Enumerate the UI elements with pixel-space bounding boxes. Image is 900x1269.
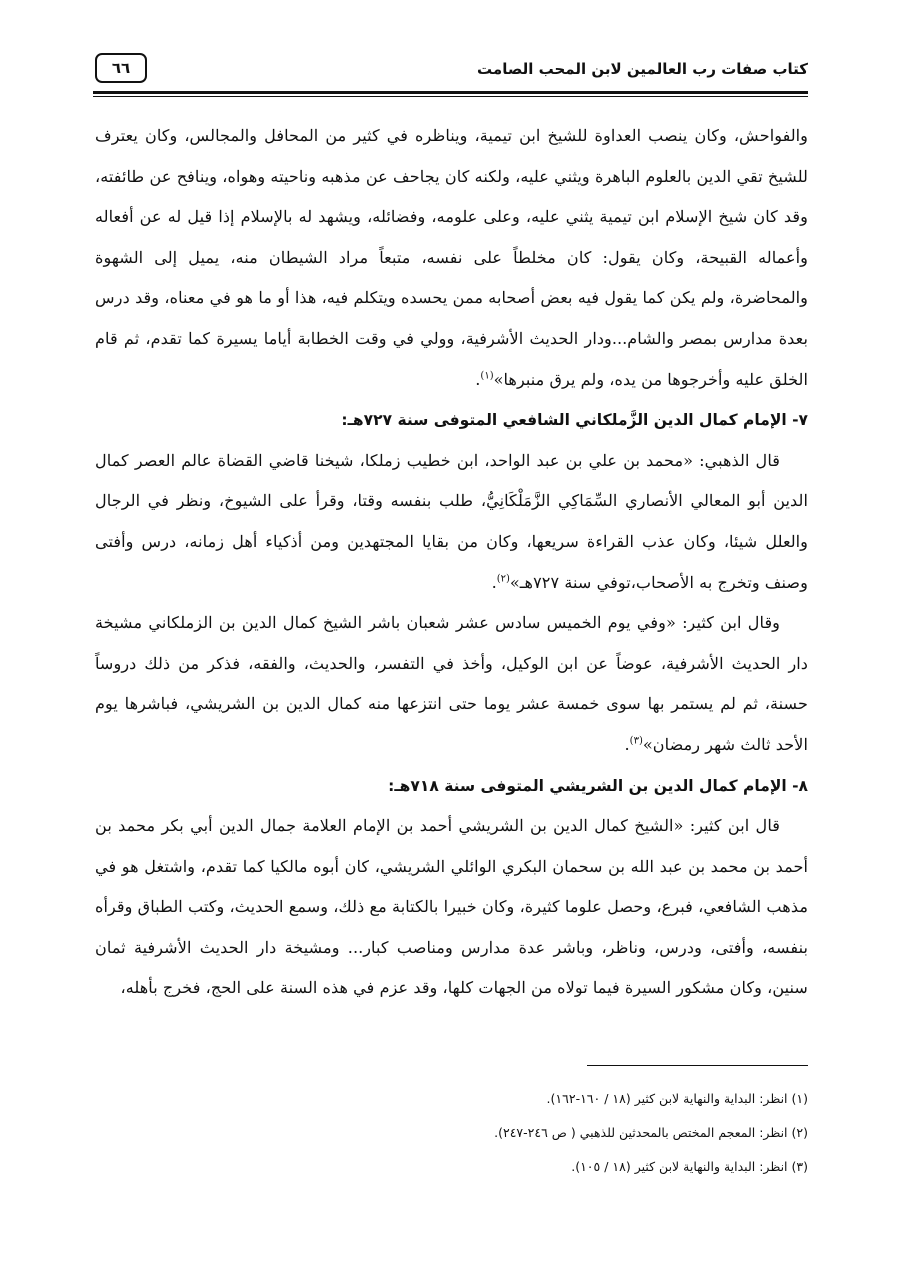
footnote-divider — [587, 1065, 808, 1066]
main-text — [95, 116, 808, 1009]
header-divider — [93, 91, 808, 97]
page-number: ٦٦ — [95, 53, 147, 83]
running-header-title: كتاب صفات رب العالمين لابن المحب الصامت — [477, 60, 808, 78]
section-heading: ٨- الإمام كمال الدين بن الشريشي المتوفى سنة ٧١٨هـ: — [388, 776, 808, 795]
footnotes — [95, 1082, 808, 1184]
paragraph-text: قال الذهبي: «محمد بن علي بن عبد الواحد، ابن خطيب زملكا، شيخنا قاضي القضاة عالم العصر كمال الدين أبو المعالي الأنصاري السِّمَاكِي الزَّمَلْكَانِيُّ، طلب بنفسه وقتا، وقرأ على الشيوخ، ونظر في الرجال والعلل شيئا، وكان عذب القراءة سريعها، وكان من بقايا المجتهدين ومن أذكياء أهل زمانه، درس وأفتى وصنف وتخرج به الأصحاب،توفي سنة ٧٢٧هـ» — [95, 450, 808, 592]
paragraph: وقال ابن كثير: «وفي يوم الخميس سادس عشر شعبان باشر الشيخ كمال الدين بن الزملكاني مشيخة دار الحديث الأشرفية، عوضاً عن ابن الوكيل، وأخذ في التفسر، والحديث، والفقه، فذكر من ذلك دروساً حسنة، ثم لم يستمر بها سوى خمسة عشر يوما حتى انتزعها منه كمال الدين بن الشريشي، فباشرها يوم الأحد ثالث شهر رمضان»$^{(٣)}$. — [95, 613, 808, 754]
paragraph-continued: والفواحش، وكان ينصب العداوة للشيخ ابن تيمية، ويناظره في كثير من المحافل والمجالس، وكان يعترف للشيخ تقي الدين بالعلوم الباهرة ويثني عليه، ولكنه كان يجاحف عن مذهبه وناحيته وهواه، وينافح عن طائفته، وقد كان شيخ الإسلام ابن تيمية يثني عليه، وعلى علومه، وفضائله، ويشهد له بالإسلام إذا قيل له عن أفعاله وأعماله القبيحة، وكان يقول: كان مخلطاً على نفسه، متبعاً مراد الشيطان منه، يميل إلى الشهوة والمحاضرة، ولم يكن كما يقول فيه بعض أصحابه ممن يحسده ويتكلم فيه، هذا أو ما هو في معناه، وقد درس بعدة مدارس بمصر والشام...ودار الحديث الأشرفية، وولي في وقت الخطابة أياما يسيرة كما تقدم، ثم قام الخلق عليه وأخرجوها من يده، ولم يرق منبرها»$^{(١)}$. — [95, 126, 808, 389]
section-heading: ٧- الإمام كمال الدين الزَّملكاني الشافعي المتوفى سنة ٧٢٧هـ: — [341, 411, 808, 430]
paragraph — [95, 806, 808, 1009]
paragraph-text: والفواحش، وكان ينصب العداوة للشيخ ابن تيمية، ويناظره في كثير من المحافل والمجالس، وكان يعترف للشيخ تقي الدين بالعلوم الباهرة ويثني عليه، ولكنه كان يجاحف عن مذهبه وناحيته وهواه، وينافح عن طائفته، وقد كان شيخ الإسلام ابن تيمية يثني عليه، وعلى علومه، وفضائله، ويشهد له بالإسلام إذا قيل له عن أفعاله وأعماله القبيحة، وكان يقول: كان مخلطاً على نفسه، متبعاً مراد الشيطان منه، يميل إلى الشهوة والمحاضرة، ولم يكن كما يقول فيه بعض أصحابه ممن يحسده ويتكلم فيه، هذا أو ما هو في معناه، وقد درس بعدة مدارس بمصر والشام...ودار الحديث الأشرفية، وولي في وقت الخطابة أياما يسيرة كما تقدم، ثم قام الخلق عليه وأخرجوها من يده، ولم يرق منبرها» — [95, 126, 808, 389]
footnote: (١) انظر: البداية والنهاية لابن كثير (١٨ / ١٦٠-١٦٢). — [546, 1091, 808, 1106]
footnote: (٢) انظر: المعجم المختص بالمحدثين للذهبي ( ص ٢٤٦-٢٤٧). — [494, 1125, 808, 1140]
paragraph-text: قال ابن كثير: «الشيخ كمال الدين بن الشريشي أحمد بن الإمام العلامة جمال الدين أبي بكر محمد بن أحمد بن محمد بن عبد الله بن سحمان البكري الوائلي الشريشي، كان أبوه مالكيا كما تقدم، واشتغل هو في مذهب الشافعي، فبرع، وحصل علوما كثيرة، وكان خبيرا بالكتابة مع ذلك، وسمع الحديث، وكتب الطباق وقرأه بنفسه، وأفتى، ودرس، وناظر، وباشر عدة مدارس ومناصب كبار... ومشيخة دار الحديث الأشرفية ثمان سنين، وكان مشكور السيرة فيما تولاه من الجهات كلها، وقد عزم في هذه السنة على الحج، فخرج بأهله، — [95, 816, 808, 998]
footnote-ref: (١) — [480, 370, 494, 382]
footnote-ref: (٢) — [496, 573, 510, 585]
paragraph-text: وقال ابن كثير: «وفي يوم الخميس سادس عشر شعبان باشر الشيخ كمال الدين بن الزملكاني مشيخة دار الحديث الأشرفية، عوضاً عن ابن الوكيل، وأخذ في التفسر، والحديث، والفقه، فذكر من ذلك دروساً حسنة، ثم لم يستمر بها سوى خمسة عشر يوما حتى انتزعها منه كمال الدين بن الشريشي، فباشرها يوم الأحد ثالث شهر رمضان» — [95, 613, 808, 754]
paragraph: قال الذهبي: «محمد بن علي بن عبد الواحد، ابن خطيب زملكا، شيخنا قاضي القضاة عالم العصر كمال الدين أبو المعالي الأنصاري السِّمَاكِي الزَّمَلْكَانِيُّ، طلب بنفسه وقتا، وقرأ على الشيوخ، ونظر في الرجال والعلل شيئا، وكان عذب القراءة سريعها، وكان من بقايا المجتهدين ومن أذكياء أهل زمانه، درس وأفتى وصنف وتخرج به الأصحاب،توفي سنة ٧٢٧هـ»$^{(٢)}$. — [95, 450, 808, 592]
footnote-ref: (٣) — [629, 735, 643, 747]
footnote: (٣) انظر: البداية والنهاية لابن كثير (١٨ / ١٠٥). — [571, 1159, 808, 1174]
